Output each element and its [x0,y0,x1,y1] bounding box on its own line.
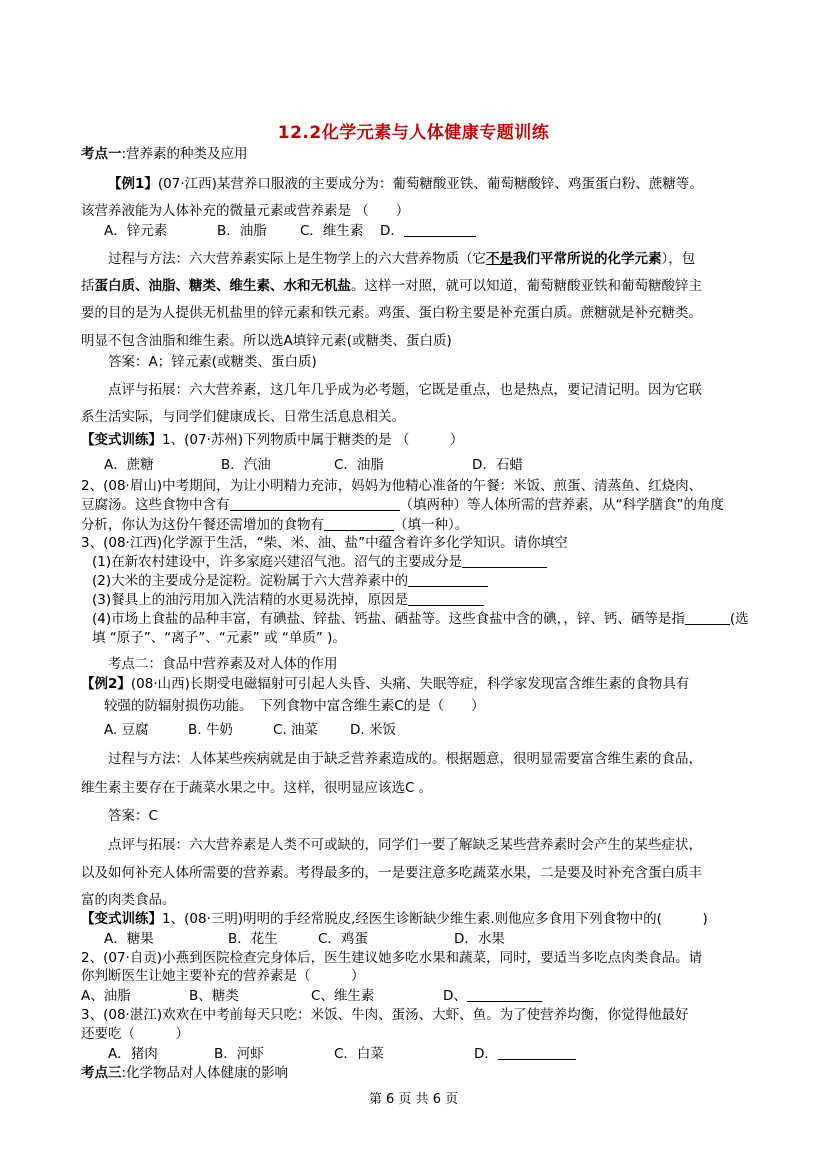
variant-2-q1: 【变式训练】1、(08·三明)明明的手经常脱皮,经医生诊断缺少维生素.则他应多食用下列食物中的( ) [81,911,708,927]
section-3-label: 考点三 [81,1065,122,1081]
variant-1-q3-sub-4: (4)市场上食盐的品种丰富，有碘盐、锌盐、钙盐、硒盐等。这些食盐中含的碘，，锌、钙、硒等是指 (选 [92,611,749,627]
example-1-comment-1: 点评与拓展：六大营养素，这几年几乎成为必考题，它既是重点，也是热点，要记清记明。因为它联 [108,382,702,398]
option-b: B. 牛奶 [188,722,233,738]
answer-blank [498,1045,576,1060]
variant-2-q3-line-1: 3、(08·湛江)欢欢在中考前每天只吃：米饭、牛肉、蛋汤、大虾、鱼。为了使营养均衡，你觉得他最好 [81,1007,689,1023]
option-c: C．油脂 [334,457,384,473]
option-a: A、油脂 [81,988,131,1004]
option-a: A．猪肉 [108,1046,158,1062]
option-b: B．汽油 [221,457,271,473]
answer-blank [408,591,484,606]
option-b: B．油脂 [217,223,267,239]
option-a: A．锌元素 [104,223,168,239]
example-2-comment-1: 点评与拓展：六大营养素是人类不可或缺的，同学们一要了解缺乏某些营养素时会产生的某些症状， [108,837,702,853]
example-1-answer: 答案：A；锌元素(或糖类、蛋白质) [108,354,317,370]
variant-2-q3-line-2: 还要吃（ ） [81,1026,189,1042]
example-2-method-1: 过程与方法：人体某些疾病就是由于缺乏营养素造成的。根据题意，很明显需要富含维生素的食品， [108,751,702,767]
option-c: C. 油菜 [273,722,319,738]
example-2-comment-3: 富的肉类食品。 [81,892,176,908]
option-d: D．水果 [454,931,505,947]
variant-1-q3-sub-3: (3)餐具上的油污用加入洗洁精的水更易洗掉，原因是 [92,591,484,609]
example-1-method-4: 明显不包含油脂和维生素。所以选A填锌元素(或糖类、蛋白质) [81,333,452,349]
option-b: B．花生 [228,931,278,947]
example-2-comment-2: 以及如何补充人体所需要的营养素。考得最多的，一是要注意多吃蔬菜水果，二是要及时补充含蛋白质丰 [81,865,702,881]
section-2-heading: 考点二：食品中营养素及对人体的作用 [108,656,338,672]
variant-1-q2-line-2: 豆腐汤。这些食物中含有 （填两种）等人体所需的营养素，从“科学膳食”的角度 [81,497,724,513]
example-1-comment-2: 系生活实际，与同学们健康成长、日常生活息息相关。 [81,409,405,425]
option-a: A．蔗糖 [104,457,154,473]
option-a: A. 豆腐 [104,722,149,738]
answer-blank [462,553,547,568]
option-c: C．维生素 [300,223,364,239]
section-1-label: 考点一 [81,146,122,162]
option-c: C、维生素 [311,988,375,1004]
example-1-tag: 【例1】 [108,176,158,192]
variant-2-q2-line-1: 2、(07·自贡)小燕到医院检查完身体后，医生建议她多吃水果和蔬菜，同时，要适当多吃点肉类食品。请 [81,950,703,966]
section-3-text: :化学物品对人体健康的影响 [121,1065,289,1081]
variant-1-q1: 【变式训练】1、(07·苏州)下列物质中属于糖类的是 （ ） [81,432,464,448]
option-b: B．河虾 [214,1046,264,1062]
example-2-method-2: 维生素主要存在于蔬菜水果之中。这样，很明显应该选C 。 [81,780,433,796]
variant-2-tag: 【变式训练】 [81,911,162,927]
example-2-tag: 【例2】 [81,676,131,692]
example-1-line-2: 该营养液能为人体补充的微量元素或营养素是 （ ） [81,203,410,219]
example-1-method-3: 要的目的是为人提供无机盐里的锌元素和铁元素。鸡蛋、蛋白粉主要是补充蛋白质。蔗糖就是补充糖类。 [81,305,702,321]
example-1-method-2: 括蛋白质、油脂、糖类、维生素、水和无机盐。这样一对照，就可以知道，葡萄糖酸亚铁和葡萄糖酸锌主 [81,278,702,294]
answer-blank [408,572,488,587]
section-3-heading [81,1064,288,1082]
variant-1-q3-sub-4-cont: 填 “原子”、“离子”、“元素” 或 “单质” )。 [92,630,346,646]
variant-2-q2-line-2: 你判断医生让她主要补充的营养素是（ ） [81,968,365,984]
option-d: D． [380,222,476,240]
example-2-line-2: 较强的防辐射损伤功能。 下列食物中富含维生素C的是（ ） [104,698,485,714]
option-d: D．石蜡 [472,457,523,473]
answer-blank [324,516,394,531]
option-c: C．白菜 [334,1046,384,1062]
variant-1-q3-sub-1: (1)在新农村建设中，许多家庭兴建沼气池。沼气的主要成分是 [92,553,547,571]
option-b: B、糖类 [189,988,239,1004]
option-a: A．糖果 [104,931,154,947]
example-1-method-1: 过程与方法：六大营养素实际上是生物学上的六大营养物质（它不是我们平常所说的化学元素），包 [108,251,696,267]
example-2-answer: 答案：C [108,808,158,824]
example-1-question: (07·江西)某营养口服液的主要成分为：葡萄糖酸亚铁、葡萄糖酸锌、鸡蛋蛋白粉、蔗糖等。 [157,176,703,192]
section-1-text: :营养素的种类及应用 [121,146,248,162]
variant-1-q3: 3、(08·江西)化学源于生活，“柴、米、油、盐”中蕴含着许多化学知识。请你填空 [81,535,568,551]
option-d: D、 [443,987,542,1005]
variant-1-q2-line-3: 分析，你认为这份午餐还需增加的食物有 （填一种）。 [81,517,469,533]
example-2-line-1: 【例2】(08·山西)长期受电磁辐射可引起人头昏、头痛、失眠等症，科学家发现富含维生素的食物具有 [81,676,690,692]
variant-1-tag: 【变式训练】 [81,432,162,448]
section-1-heading [81,145,248,163]
answer-blank [685,610,730,625]
option-d: D． [474,1045,576,1063]
variant-1-q2-line-1: 2、(08·眉山)中考期间，为让小明精力充沛，妈妈为他精心准备的午餐：米饭、煎蛋、清蒸鱼、红烧肉、 [81,478,703,494]
option-d: D. 米饭 [350,722,396,738]
example-1-line-1 [108,175,703,193]
answer-blank [230,496,400,511]
option-c: C．鸡蛋 [318,931,368,947]
answer-blank [404,222,476,237]
page-title: 12.2化学元素与人体健康专题训练 [277,123,550,143]
variant-1-q3-sub-2: (2)大米的主要成分是淀粉。淀粉属于六大营养素中的 [92,572,488,590]
answer-blank [467,987,542,1002]
page-footer: 第 6 页 共 6 页 [368,1092,459,1107]
